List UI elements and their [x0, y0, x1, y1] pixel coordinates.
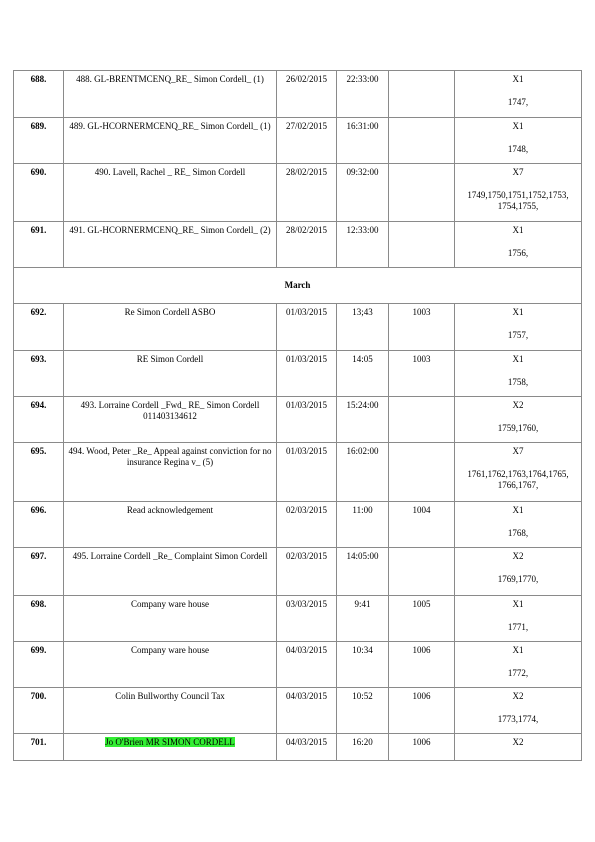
- page-count: X2: [512, 691, 524, 701]
- page-numbers: 1761,1762,1763,1764,1765, 1766,1767,: [467, 469, 569, 490]
- row-number: 691.: [14, 222, 64, 268]
- page-reference: [455, 164, 582, 222]
- row-reference: [389, 164, 455, 222]
- rows-february: [14, 71, 582, 268]
- row-date: 28/02/2015: [277, 164, 337, 222]
- month-label: March: [14, 268, 582, 304]
- table-row: [14, 397, 582, 443]
- table-row: [14, 688, 582, 734]
- page-numbers: 1771,: [507, 622, 529, 632]
- page-reference: [455, 222, 582, 268]
- row-date: 01/03/2015: [277, 443, 337, 502]
- row-number: 696.: [14, 502, 64, 548]
- row-time: 12:33:00: [337, 222, 389, 268]
- document-title: 494. Wood, Peter _Re_ Appeal against conviction for no insurance Regina v_ (5): [64, 443, 277, 502]
- page-reference: [455, 304, 582, 351]
- page-numbers: 1748,: [507, 144, 529, 154]
- row-reference: 1006: [389, 642, 455, 688]
- page-numbers: 1772,: [507, 668, 529, 678]
- page-count: X7: [512, 167, 524, 177]
- row-time: 22:33:00: [337, 71, 389, 118]
- row-date: 01/03/2015: [277, 397, 337, 443]
- row-number: 695.: [14, 443, 64, 502]
- page-reference: [455, 443, 582, 502]
- page-numbers: 1759,1760,: [497, 423, 539, 433]
- row-reference: [389, 397, 455, 443]
- row-date: 01/03/2015: [277, 304, 337, 351]
- page-reference: [455, 397, 582, 443]
- row-time: 15:24:00: [337, 397, 389, 443]
- row-reference: 1006: [389, 734, 455, 761]
- row-date: 02/03/2015: [277, 548, 337, 596]
- row-time: 10:34: [337, 642, 389, 688]
- row-date: 01/03/2015: [277, 351, 337, 397]
- page-numbers: 1773,1774,: [497, 714, 539, 724]
- row-reference: 1006: [389, 688, 455, 734]
- page-count: X1: [512, 599, 524, 609]
- page-count: X1: [512, 354, 524, 364]
- document-title: 489. GL-HCORNERMCENQ_RE_ Simon Cordell_ (1): [64, 118, 277, 164]
- page-count: X1: [512, 505, 524, 515]
- row-date: 04/03/2015: [277, 688, 337, 734]
- document-title: Company ware house: [64, 596, 277, 642]
- page-reference: [455, 71, 582, 118]
- row-number: 697.: [14, 548, 64, 596]
- row-reference: 1003: [389, 351, 455, 397]
- row-number: 690.: [14, 164, 64, 222]
- row-date: 28/02/2015: [277, 222, 337, 268]
- rows-march: [14, 304, 582, 761]
- row-time: 11:00: [337, 502, 389, 548]
- row-reference: 1005: [389, 596, 455, 642]
- table-row: [14, 164, 582, 222]
- row-number: 699.: [14, 642, 64, 688]
- row-reference: 1003: [389, 304, 455, 351]
- month-separator: [14, 268, 582, 304]
- row-date: 27/02/2015: [277, 118, 337, 164]
- row-time: 16:02:00: [337, 443, 389, 502]
- page-count: X1: [512, 225, 524, 235]
- page-count: X1: [512, 74, 524, 84]
- row-reference: [389, 71, 455, 118]
- row-reference: [389, 443, 455, 502]
- page-numbers: 1747,: [507, 97, 529, 107]
- table-row: [14, 596, 582, 642]
- document-log-table: [13, 70, 582, 761]
- page-numbers: 1768,: [507, 528, 529, 538]
- page-reference: [455, 351, 582, 397]
- row-number: 698.: [14, 596, 64, 642]
- row-time: 14:05:00: [337, 548, 389, 596]
- table-row: [14, 304, 582, 351]
- table-row: [14, 71, 582, 118]
- page-count: X1: [512, 121, 524, 131]
- document-title: 493. Lorraine Cordell _Fwd_ RE_ Simon Cordell 011403134612: [64, 397, 277, 443]
- row-time: 16:20: [337, 734, 389, 761]
- row-date: 04/03/2015: [277, 642, 337, 688]
- row-number: 701.: [14, 734, 64, 761]
- page-reference: [455, 118, 582, 164]
- row-time: 09:32:00: [337, 164, 389, 222]
- page-reference: [455, 642, 582, 688]
- page-numbers: 1757,: [507, 330, 529, 340]
- table-row: [14, 118, 582, 164]
- document-title: 490. Lavell, Rachel _ RE_ Simon Cordell: [64, 164, 277, 222]
- page-reference: [455, 502, 582, 548]
- page-count: X2: [512, 551, 524, 561]
- row-reference: 1004: [389, 502, 455, 548]
- row-date: 02/03/2015: [277, 502, 337, 548]
- page-reference: [455, 734, 582, 761]
- document-title: RE Simon Cordell: [64, 351, 277, 397]
- table-row: [14, 351, 582, 397]
- row-reference: [389, 548, 455, 596]
- month-row: [14, 268, 582, 304]
- page-reference: [455, 548, 582, 596]
- row-time: 14:05: [337, 351, 389, 397]
- row-date: 04/03/2015: [277, 734, 337, 761]
- document-title: Re Simon Cordell ASBO: [64, 304, 277, 351]
- row-time: 13;43: [337, 304, 389, 351]
- table-row: [14, 502, 582, 548]
- row-time: 16:31:00: [337, 118, 389, 164]
- page-numbers: 1769,1770,: [497, 574, 539, 584]
- row-time: 9:41: [337, 596, 389, 642]
- page-count: X7: [512, 446, 524, 456]
- row-reference: [389, 222, 455, 268]
- page-count: X2: [512, 400, 524, 410]
- table-row: [14, 443, 582, 502]
- document-title: Colin Bullworthy Council Tax: [64, 688, 277, 734]
- page-count: X1: [512, 307, 524, 317]
- page-numbers: 1756,: [507, 248, 529, 258]
- row-number: 688.: [14, 71, 64, 118]
- document-title: Read acknowledgement: [64, 502, 277, 548]
- page-reference: [455, 688, 582, 734]
- page-count: X1: [512, 645, 524, 655]
- row-number: 693.: [14, 351, 64, 397]
- document-title: [64, 734, 277, 761]
- row-number: 700.: [14, 688, 64, 734]
- row-date: 03/03/2015: [277, 596, 337, 642]
- table-row: [14, 734, 582, 761]
- document-title: 495. Lorraine Cordell _Re_ Complaint Simon Cordell: [64, 548, 277, 596]
- page-reference: [455, 596, 582, 642]
- row-reference: [389, 118, 455, 164]
- document-title: 488. GL-BRENTMCENQ_RE_ Simon Cordell_ (1): [64, 71, 277, 118]
- page-count: X2: [512, 737, 524, 747]
- page-numbers: 1758,: [507, 377, 529, 387]
- document-title: Company ware house: [64, 642, 277, 688]
- highlighted-title: Jo O'Brien MR SIMON CORDELL: [105, 737, 235, 747]
- table-row: [14, 548, 582, 596]
- row-date: 26/02/2015: [277, 71, 337, 118]
- row-time: 10:52: [337, 688, 389, 734]
- document-title: 491. GL-HCORNERMCENQ_RE_ Simon Cordell_ (2): [64, 222, 277, 268]
- row-number: 692.: [14, 304, 64, 351]
- table-row: [14, 222, 582, 268]
- page-numbers: 1749,1750,1751,1752,1753, 1754,1755,: [467, 190, 569, 211]
- table-row: [14, 642, 582, 688]
- row-number: 694.: [14, 397, 64, 443]
- row-number: 689.: [14, 118, 64, 164]
